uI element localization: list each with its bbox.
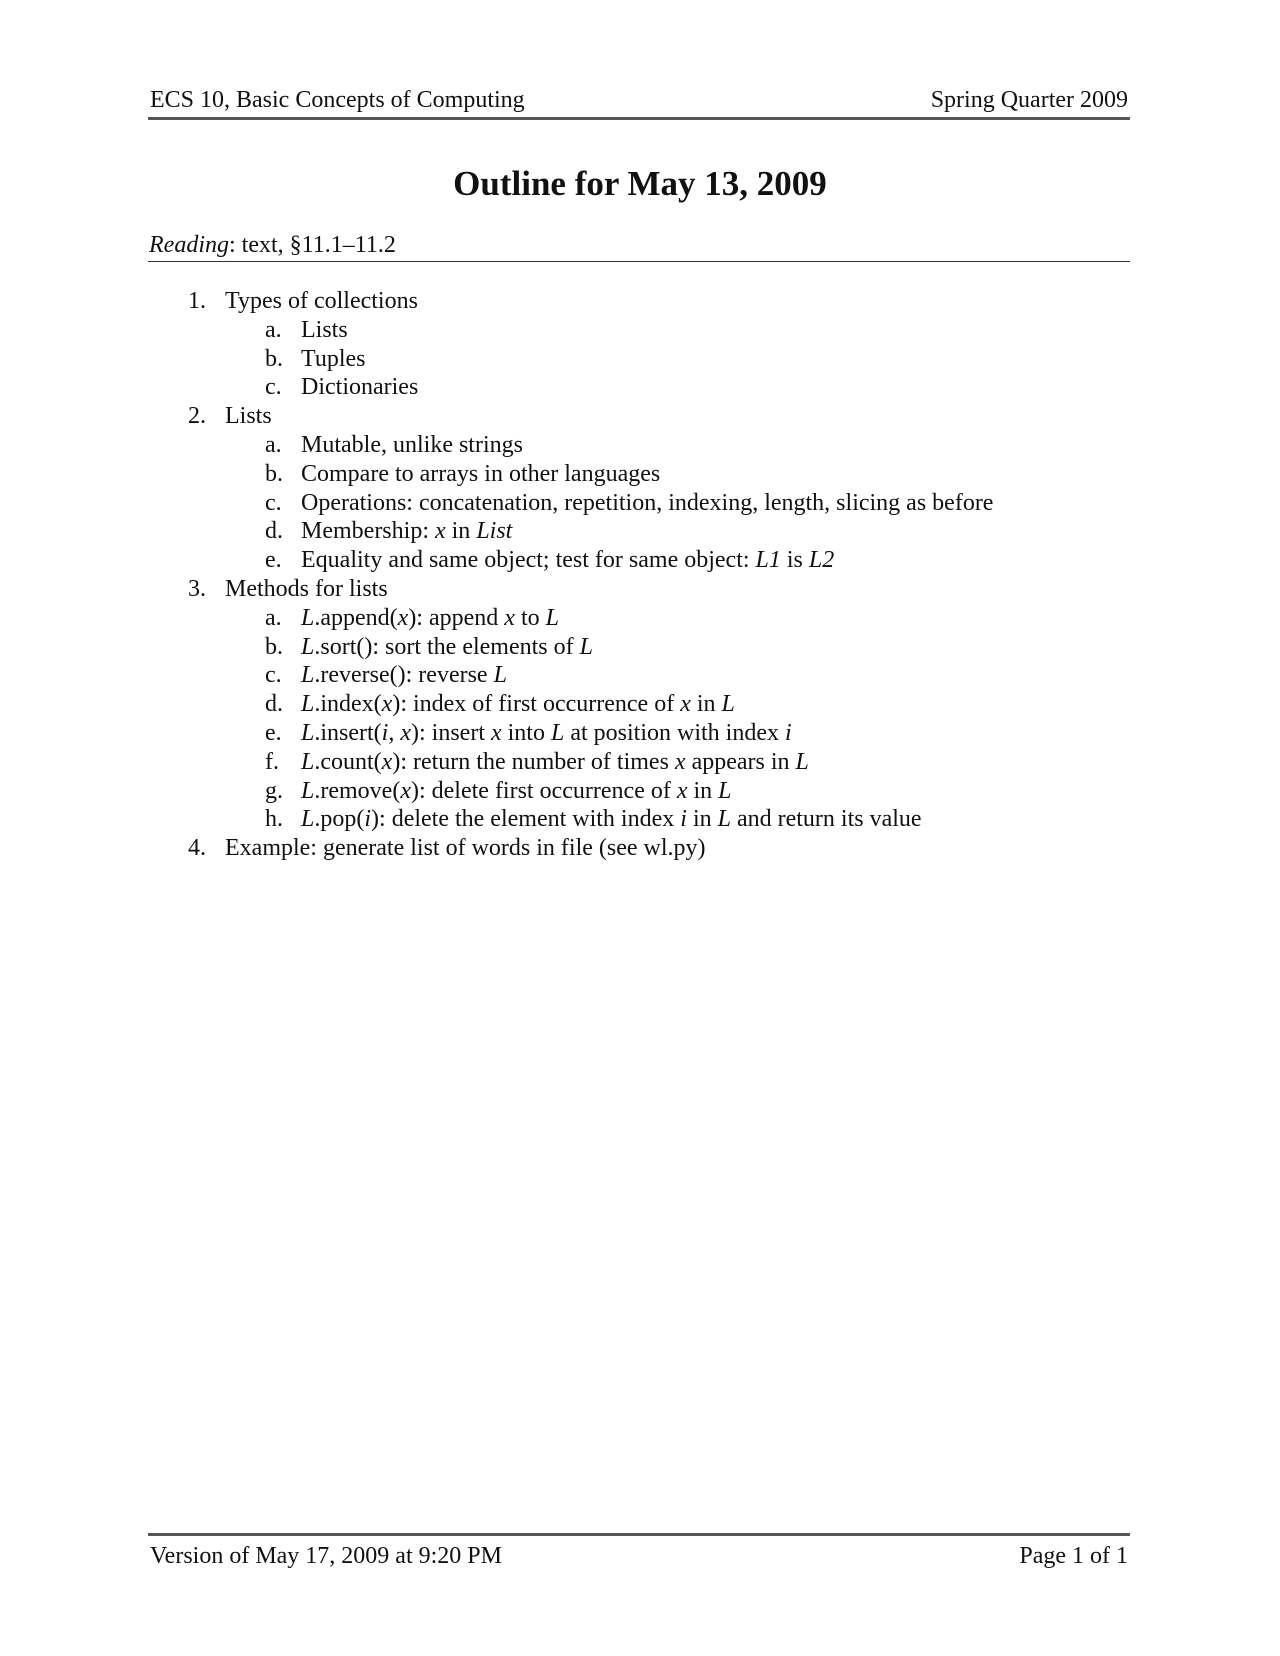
page-title: Outline for May 13, 2009 <box>453 164 827 203</box>
footer-rule <box>148 1533 1130 1536</box>
version-stamp: Version of May 17, 2009 at 9:20 PM <box>150 1543 502 1569</box>
outline-subitem-text: L.pop(i): delete the element with index i in L and return its value <box>301 806 922 833</box>
reading-line <box>149 229 396 261</box>
outline-subitem-text: L.index(x): index of first occurrence of x in L <box>301 691 735 718</box>
outline-letter: b. <box>265 345 283 372</box>
outline-letter: a. <box>265 316 282 343</box>
reading-label: Reading <box>149 232 229 258</box>
outline-subitem <box>0 489 1280 518</box>
outline-list <box>0 287 1280 863</box>
page-number: Page 1 of 1 <box>1019 1543 1128 1569</box>
outline-subitem-text: L.reverse(): reverse L <box>301 662 507 689</box>
outline-subitem <box>0 431 1280 460</box>
outline-letter: c. <box>265 489 282 516</box>
outline-subitem <box>0 316 1280 345</box>
outline-subitem <box>0 805 1280 834</box>
outline-text: Example: generate list of words in file (see wl.py) <box>225 835 706 862</box>
outline-subitem <box>0 690 1280 719</box>
outline-letter: b. <box>265 460 283 487</box>
outline-subitem <box>0 604 1280 633</box>
outline-subitem-text: L.remove(x): delete first occurrence of x in L <box>301 777 732 804</box>
reading-rule <box>148 261 1130 262</box>
outline-subitem-text: Lists <box>301 316 348 343</box>
outline-subitem-text: Operations: concatenation, repetition, indexing, length, slicing as before <box>301 489 994 516</box>
outline-subitem-text: Tuples <box>301 345 366 372</box>
outline-letter: a. <box>265 604 282 631</box>
outline-subitem-text: L.sort(): sort the elements of L <box>301 633 593 660</box>
outline-letter: a. <box>265 431 282 458</box>
outline-subitem-text: Dictionaries <box>301 374 419 401</box>
outline-item <box>0 575 1280 604</box>
page-footer <box>148 1540 1130 1576</box>
outline-letter: d. <box>265 691 283 718</box>
reading-text: : text, §11.1–11.2 <box>228 232 396 258</box>
outline-subitem <box>0 460 1280 489</box>
outline-subitem-text: Mutable, unlike strings <box>301 431 523 458</box>
outline-subitem <box>0 633 1280 662</box>
outline-subitem-text: L.insert(i, x): insert x into L at position with index i <box>301 719 792 746</box>
outline-letter: d. <box>265 518 283 545</box>
outline-text: Types of collections <box>225 288 418 314</box>
outline-subitem <box>0 748 1280 777</box>
outline-subitem-text: Membership: x in List <box>301 518 513 545</box>
outline-letter: g. <box>265 777 283 804</box>
outline-letter: c. <box>265 374 282 401</box>
outline-subitem <box>0 546 1280 575</box>
outline-letter: e. <box>265 547 282 574</box>
outline-number: 3. <box>188 575 206 602</box>
outline-text: Methods for lists <box>225 575 388 602</box>
outline-letter: c. <box>265 662 282 689</box>
outline-number: 1. <box>188 288 206 314</box>
outline-item <box>0 287 1280 316</box>
page-header <box>148 84 1130 120</box>
outline-letter: f. <box>265 748 279 775</box>
outline-subitem-text: Compare to arrays in other languages <box>301 460 661 487</box>
outline-subitem <box>0 345 1280 374</box>
outline-item <box>0 834 1280 863</box>
outline-letter: h. <box>265 806 283 833</box>
outline-letter: b. <box>265 633 283 660</box>
outline-subitem <box>0 777 1280 806</box>
outline-subitem <box>0 517 1280 546</box>
outline-text: Lists <box>225 403 272 430</box>
term: Spring Quarter 2009 <box>930 87 1128 113</box>
header-rule <box>148 117 1130 120</box>
outline-subitem <box>0 373 1280 402</box>
outline-number: 2. <box>188 403 206 430</box>
outline-subitem <box>0 661 1280 690</box>
outline-subitem-text: L.append(x): append x to L <box>301 604 559 631</box>
outline-subitem <box>0 719 1280 748</box>
outline-number: 4. <box>188 835 206 862</box>
outline-subitem-text: L.count(x): return the number of times x appears in L <box>301 748 809 775</box>
outline-subitem-text: Equality and same object; test for same object: L1 is L2 <box>301 547 835 574</box>
outline-letter: e. <box>265 719 282 746</box>
course-name: ECS 10, Basic Concepts of Computing <box>150 87 525 113</box>
outline-item <box>0 402 1280 431</box>
